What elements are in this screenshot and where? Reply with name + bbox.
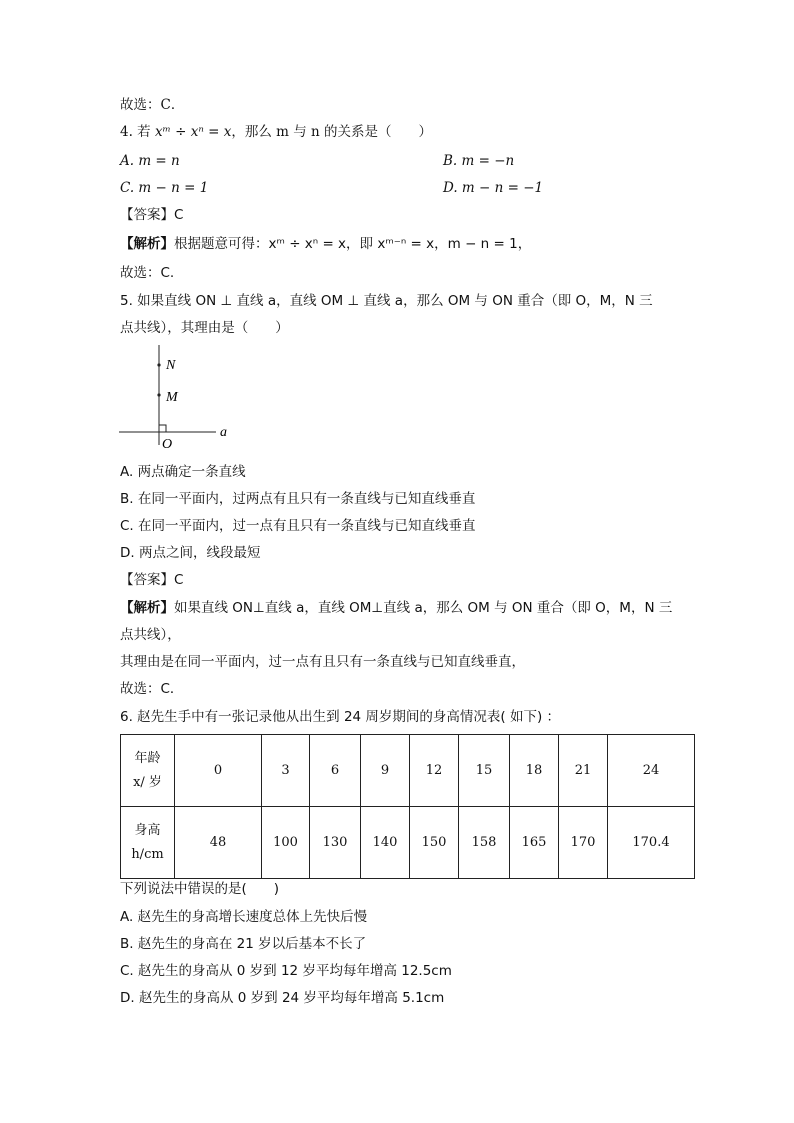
table-cell: 130 bbox=[310, 807, 361, 879]
question-4-stem bbox=[120, 123, 432, 141]
q5-conclusion: 故选：C． bbox=[120, 681, 184, 697]
label-n: N bbox=[166, 358, 176, 373]
q5-option-c: C. 在同一平面内，过一点有且只有一条直线与已知直线垂直 bbox=[120, 518, 476, 534]
q6-stem: 6. 赵先生手中有一张记录他从出生到 24 周岁期间的身高情况表( 如下) ： bbox=[120, 709, 561, 725]
q4-option-a: A. m = n bbox=[120, 153, 180, 169]
q5-answer: 【答案】C bbox=[120, 572, 184, 588]
table-cell: 21 bbox=[559, 735, 608, 807]
q6-question: 下列说法中错误的是( ) bbox=[120, 881, 280, 897]
table-row-height bbox=[121, 807, 695, 879]
q4-analysis-text: 根据题意可得：xᵐ ÷ xⁿ = x，即 xᵐ⁻ⁿ = x，m − n = 1， bbox=[174, 236, 532, 252]
q6-option-d: D. 赵先生的身高从 0 岁到 24 岁平均每年增高 5.1cm bbox=[120, 990, 445, 1006]
height-header-line-2: h/cm bbox=[131, 846, 164, 862]
q4-option-c: C. m − n = 1 bbox=[120, 180, 209, 196]
q5-analysis-line-1: 如果直线 ON⊥直线 a，直线 OM⊥直线 a，那么 OM 与 ON 重合（即 O，M，N 三 bbox=[174, 600, 673, 616]
table-cell: 158 bbox=[459, 807, 510, 879]
q4-analysis bbox=[120, 235, 531, 253]
q5-option-b: B. 在同一平面内，过两点有且只有一条直线与已知直线垂直 bbox=[120, 491, 476, 507]
q5-analysis-line-3: 其理由是在同一平面内，过一点有且只有一条直线与已知直线垂直， bbox=[120, 654, 525, 670]
q4-stem-suffix: ，那么 m 与 n 的关系是（ ） bbox=[231, 124, 433, 140]
table-cell: 15 bbox=[459, 735, 510, 807]
q4-answer: 【答案】C bbox=[120, 207, 184, 223]
height-header-line-1: 身高 bbox=[134, 822, 161, 838]
q4-analysis-label: 【解析】 bbox=[120, 236, 174, 252]
q5-analysis bbox=[120, 599, 672, 617]
q4-option-d: D. m − n = −1 bbox=[443, 180, 544, 196]
table-cell: 165 bbox=[510, 807, 559, 879]
table-row-age bbox=[121, 735, 695, 807]
q4-stem-formula: xᵐ ÷ xⁿ = x bbox=[154, 124, 232, 140]
q4-stem-prefix: 4. 若 bbox=[120, 124, 151, 140]
q5-option-a: A. 两点确定一条直线 bbox=[120, 464, 246, 480]
table-header-age bbox=[121, 735, 175, 807]
perpendicular-lines-figure bbox=[116, 343, 246, 453]
label-m: M bbox=[166, 390, 178, 405]
table-cell: 140 bbox=[361, 807, 410, 879]
table-cell: 0 bbox=[175, 735, 262, 807]
q5-analysis-line-2: 点共线）， bbox=[120, 627, 181, 643]
q4-conclusion: 故选：C. bbox=[120, 265, 175, 281]
q5-option-d: D. 两点之间，线段最短 bbox=[120, 545, 261, 561]
table-cell: 170.4 bbox=[608, 807, 695, 879]
label-a: a bbox=[220, 425, 227, 440]
table-header-height bbox=[121, 807, 175, 879]
point-m bbox=[157, 393, 160, 396]
table-cell: 9 bbox=[361, 735, 410, 807]
table-cell: 6 bbox=[310, 735, 361, 807]
label-o: O bbox=[162, 437, 173, 452]
age-header-line-2: x/ 岁 bbox=[133, 774, 162, 790]
table-cell: 18 bbox=[510, 735, 559, 807]
q4-option-b: B. m = −n bbox=[443, 153, 515, 169]
table-cell: 3 bbox=[262, 735, 310, 807]
table-cell: 150 bbox=[410, 807, 459, 879]
q6-option-b: B. 赵先生的身高在 21 岁以后基本不长了 bbox=[120, 936, 367, 952]
table-cell: 24 bbox=[608, 735, 695, 807]
table-cell: 100 bbox=[262, 807, 310, 879]
conclusion-line: 故选：C． bbox=[120, 97, 185, 113]
table-cell: 48 bbox=[175, 807, 262, 879]
height-table bbox=[120, 734, 695, 879]
q6-option-c: C. 赵先生的身高从 0 岁到 12 岁平均每年增高 12.5cm bbox=[120, 963, 452, 979]
table-cell: 170 bbox=[559, 807, 608, 879]
right-angle-mark bbox=[159, 425, 166, 432]
q5-stem-line-1: 5. 如果直线 ON ⊥ 直线 a，直线 OM ⊥ 直线 a，那么 OM 与 ON 重合（即 O，M，N 三 bbox=[120, 293, 653, 309]
q6-option-a: A. 赵先生的身高增长速度总体上先快后慢 bbox=[120, 909, 368, 925]
point-n bbox=[157, 363, 160, 366]
q5-analysis-label: 【解析】 bbox=[120, 600, 174, 616]
q5-stem-line-2: 点共线），其理由是（ ） bbox=[120, 320, 289, 336]
table-cell: 12 bbox=[410, 735, 459, 807]
age-header-line-1: 年龄 bbox=[134, 750, 161, 766]
